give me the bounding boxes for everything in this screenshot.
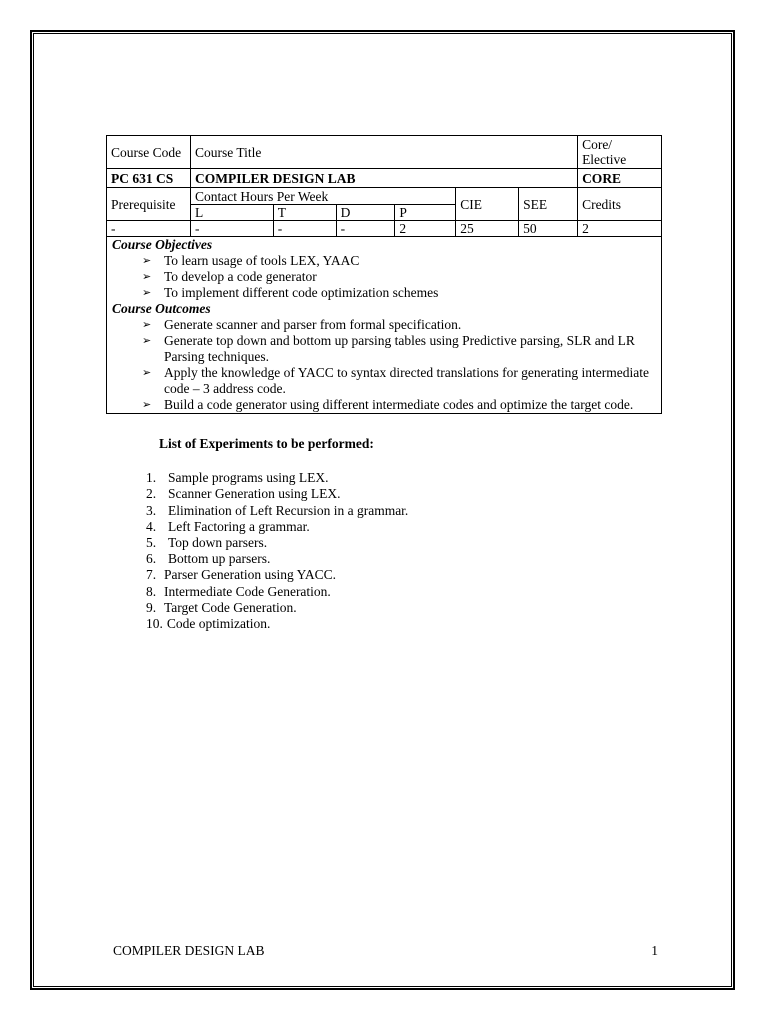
experiment-item: 1. Sample programs using LEX. [146, 470, 329, 486]
l-label: L [190, 205, 273, 221]
outcome-item: ➢ Generate top down and bottom up parsing tables using Predictive parsing, SLR and LR Parsing techniques. [142, 333, 635, 364]
p-value: 2 [395, 221, 456, 237]
objective-item: ➢ To implement different code optimization schemes [142, 285, 439, 300]
objective-item: ➢ To learn usage of tools LEX, YAAC [142, 253, 360, 268]
d-value: - [336, 221, 395, 237]
arrow-bullet-icon: ➢ [142, 399, 152, 411]
course-title-label: Course Title [190, 136, 577, 169]
experiment-item: 10. Code optimization. [146, 616, 271, 632]
experiment-item: 8. Intermediate Code Generation. [146, 583, 331, 599]
experiments-title: List of Experiments to be performed: [159, 436, 374, 451]
see-value: 50 [519, 221, 578, 237]
credits-value: 2 [578, 221, 662, 237]
prerequisite-label: Prerequisite [107, 188, 191, 221]
experiment-item: 3. Elimination of Left Recursion in a grammar. [146, 502, 409, 518]
experiments-section [143, 436, 663, 632]
arrow-bullet-icon: ➢ [142, 319, 152, 331]
experiment-item: 2. Scanner Generation using LEX. [146, 486, 341, 502]
course-table [106, 135, 662, 414]
outcome-item: ➢ Build a code generator using different intermediate codes and optimize the target code. [142, 397, 634, 412]
p-label: P [395, 205, 456, 221]
objectives-list [112, 253, 657, 301]
see-label: SEE [519, 188, 578, 221]
course-title: COMPILER DESIGN LAB [190, 169, 577, 188]
prerequisite-value: - [107, 221, 191, 237]
cie-value: 25 [456, 221, 519, 237]
arrow-bullet-icon: ➢ [142, 335, 152, 347]
arrow-bullet-icon: ➢ [142, 287, 152, 299]
arrow-bullet-icon: ➢ [142, 367, 152, 379]
contact-hours-label: Contact Hours Per Week [190, 188, 455, 205]
outcome-item: ➢ Generate scanner and parser from formal specification. [142, 317, 462, 332]
course-code: PC 631 CS [107, 169, 191, 188]
experiment-item: 6. Bottom up parsers. [146, 551, 271, 567]
experiment-item: 9. Target Code Generation. [146, 599, 297, 615]
experiment-item: 4. Left Factoring a grammar. [146, 518, 310, 534]
page-footer [113, 943, 658, 959]
core-elective-label: Core/ Elective [578, 136, 662, 169]
objectives-heading: Course Objectives [112, 237, 213, 252]
arrow-bullet-icon: ➢ [142, 255, 152, 267]
page-number: 1 [651, 943, 658, 958]
course-code-label: Course Code [107, 136, 191, 169]
outcome-item: ➢ Apply the knowledge of YACC to syntax directed translations for generating intermediate code – 3 address code. [142, 365, 649, 396]
experiment-item: 5. Top down parsers. [146, 535, 268, 551]
credits-label: Credits [578, 188, 662, 221]
cie-label: CIE [456, 188, 519, 221]
course-type: CORE [578, 169, 662, 188]
l-value: - [190, 221, 273, 237]
outcomes-list [112, 317, 657, 413]
footer-title: COMPILER DESIGN LAB [113, 943, 265, 958]
t-value: - [273, 221, 336, 237]
objective-item: ➢ To develop a code generator [142, 269, 317, 284]
experiments-list [143, 470, 663, 632]
outcomes-heading: Course Outcomes [112, 301, 211, 316]
objectives-outcomes-cell [107, 237, 662, 414]
t-label: T [273, 205, 336, 221]
experiment-item: 7. Parser Generation using YACC. [146, 567, 336, 583]
arrow-bullet-icon: ➢ [142, 271, 152, 283]
d-label: D [336, 205, 395, 221]
